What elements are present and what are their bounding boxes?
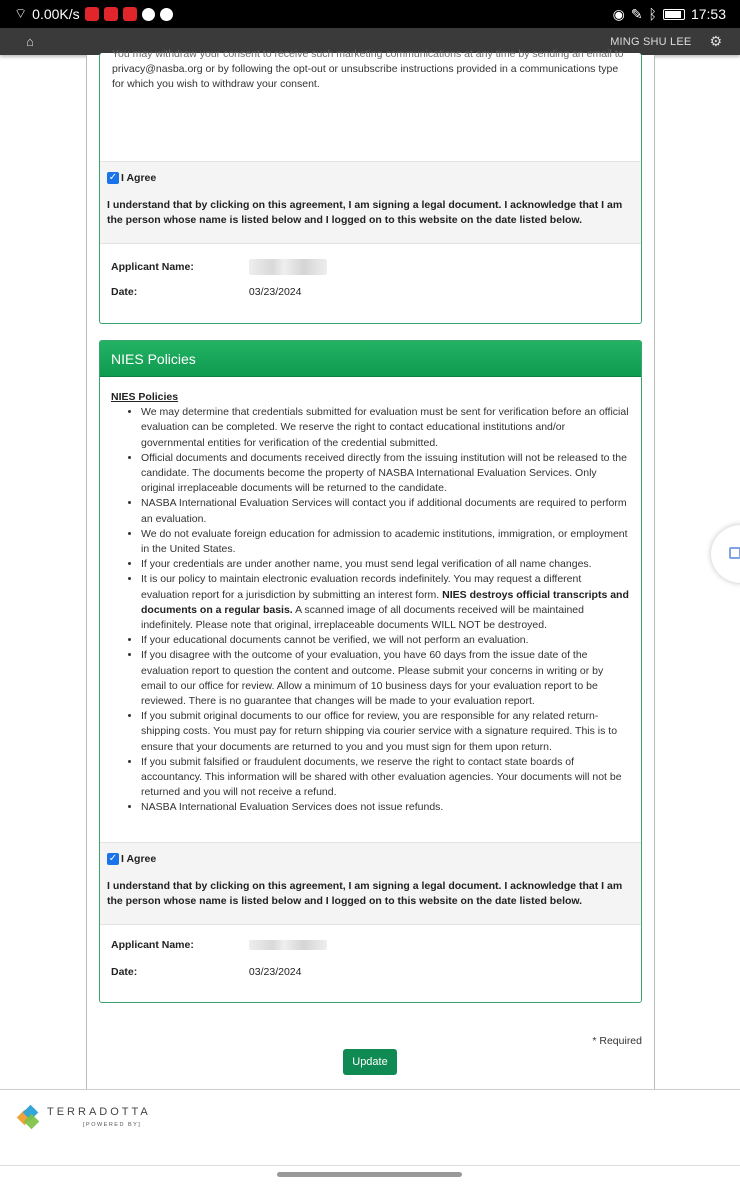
- agree-section: [100, 161, 641, 244]
- date-label: Date:: [111, 966, 138, 978]
- floating-translate-button[interactable]: [711, 525, 740, 583]
- applicant-name-label: Applicant Name:: [111, 939, 194, 951]
- weibo-icon: [123, 7, 137, 21]
- list-item: [141, 572, 630, 633]
- facebook-icon: [160, 8, 173, 21]
- agree-checkbox-row[interactable]: [107, 853, 634, 865]
- list-item: • If your credentials are under another name, you must send legal verification of all name changes.: [141, 557, 630, 572]
- list-item: • NASBA International Evaluation Services will contact you if additional documents are required to perform an evaluation.: [141, 496, 630, 526]
- legal-text: I understand that by clicking on this agreement, I am signing a legal document. I acknowledge that I am the person whose name is listed below and I logged on to this website on the date listed below.: [107, 880, 623, 907]
- footer-divider: [0, 1089, 740, 1090]
- date-value: 03/23/2024: [248, 286, 302, 298]
- bottom-divider: [0, 1165, 740, 1166]
- brand-name: TERRADOTTA: [47, 1106, 151, 1118]
- net-speed: 0.00K/s: [32, 6, 80, 22]
- date-row: [111, 966, 301, 978]
- home-indicator[interactable]: [277, 1172, 462, 1177]
- list-item-bold: NIES destroys official transcripts and documents on a regular basis.: [141, 588, 629, 616]
- agree-section: [100, 842, 641, 925]
- policies-body: [100, 377, 641, 816]
- date-row: [111, 286, 301, 298]
- list-item: • Official documents and documents received directly from the issuing institution will not be released to the candidate. The documents become the property of NASBA International Evaluation Services. Only original irreplaceable documents will be returned to the candidate.: [141, 451, 630, 497]
- update-button[interactable]: Update: [343, 1049, 397, 1075]
- applicant-name-row: [111, 259, 327, 275]
- legal-text: I understand that by clicking on this agreement, I am signing a legal document. I acknowledge that I am the person whose name is listed below and I logged on to this website on the date listed below.: [107, 199, 623, 226]
- app-notification-icon: [85, 7, 99, 21]
- policies-subheading: NIES Policies: [111, 391, 179, 403]
- consent-text-body: privacy@nasba.org or by following the opt-out or unsubscribe instructions provided in a communications type for which you wish to withdraw your consent.: [112, 63, 619, 90]
- consent-panel: [99, 48, 642, 324]
- messenger-icon: [142, 8, 155, 21]
- date-value: 03/23/2024: [248, 966, 302, 978]
- date-label: Date:: [111, 286, 138, 298]
- agree-checkbox-row[interactable]: [107, 172, 634, 184]
- list-item: • If you submit falsified or fraudulent documents, we reserve the right to contact state boards of accountancy. This information will be shared with other evaluation agencies. Your documents will not be returned and you will not receive a refund.: [141, 755, 630, 801]
- list-item: • NASBA International Evaluation Services does not issue refunds.: [141, 800, 630, 815]
- list-item: • If your educational documents cannot be verified, we will not perform an evaluation.: [141, 633, 630, 648]
- status-bar: [0, 0, 740, 28]
- nies-policies-panel: [99, 340, 642, 1003]
- policies-list: [141, 405, 630, 815]
- agree-label: I Agree: [121, 853, 157, 865]
- home-icon[interactable]: ⌂: [26, 34, 34, 49]
- pen-icon: ✎: [630, 5, 643, 22]
- eye-icon: ◉: [612, 5, 625, 22]
- checkbox-checked-icon[interactable]: ✓: [108, 172, 118, 183]
- applicant-name-label: Applicant Name:: [111, 260, 194, 273]
- clock: 17:53: [690, 6, 726, 22]
- applicant-name-row: [111, 939, 327, 951]
- required-note: * Required: [592, 1035, 642, 1047]
- checkbox-checked-icon[interactable]: ✓: [108, 853, 118, 864]
- user-name[interactable]: MING SHU LEE: [610, 35, 692, 48]
- battery-icon: [663, 9, 685, 20]
- panel-heading: NIES Policies: [100, 341, 641, 377]
- agree-label: I Agree: [121, 172, 157, 184]
- applicant-name-value: [249, 259, 327, 275]
- applicant-name-value: [249, 940, 327, 950]
- list-item: • We may determine that credentials submitted for evaluation must be sent for verification before an official evaluation can be completed. We reserve the right to contact educational institutions and/or governmental entities for verification of the credential submitted.: [141, 405, 630, 451]
- list-item: • If you disagree with the outcome of your evaluation, you have 60 days from the issue date of the evaluation report to question the content and outcome. Please submit your concerns in writing or by email to our office for review. Allow a minimum of 10 business days for your evaluation report to be reviewed. There is no guarantee that changes will be made to your evaluation report.: [141, 648, 630, 709]
- bluetooth-icon: ᛒ: [648, 6, 657, 22]
- list-item: • If you submit original documents to our office for review, you are responsible for any related return-shipping costs. You must pay for return shipping via courier service with a signature required. This is to ensure that your documents are returned to you and you must sign for them upon return.: [141, 709, 630, 755]
- translate-icon: [729, 547, 740, 559]
- powered-by: [POWERED BY]: [83, 1122, 142, 1128]
- terradotta-logo: [17, 1105, 151, 1129]
- app-notification-icon: [104, 7, 118, 21]
- list-item: • We do not evaluate foreign education for admission to academic institutions, immigration, or employment in the United States.: [141, 527, 630, 557]
- list-item-text: It is our policy to maintain electronic evaluation records indefinitely. You may request a different evaluation report for a jurisdiction by submitting an interest form.: [141, 573, 582, 601]
- gear-icon[interactable]: ⚙: [709, 33, 722, 49]
- wifi-icon: ⌔: [14, 5, 28, 21]
- terradotta-logo-icon: [17, 1105, 41, 1129]
- consent-text: [100, 47, 641, 92]
- page-content: [86, 48, 655, 1090]
- list-item-tail: A scanned image of all documents received will be maintained indefinitely. Please note that original, irreplaceable documents WILL NOT be destroyed.: [141, 603, 584, 632]
- consent-text-top: You may withdraw your consent to receive such marketing communications at any time by sending an email to: [112, 48, 624, 60]
